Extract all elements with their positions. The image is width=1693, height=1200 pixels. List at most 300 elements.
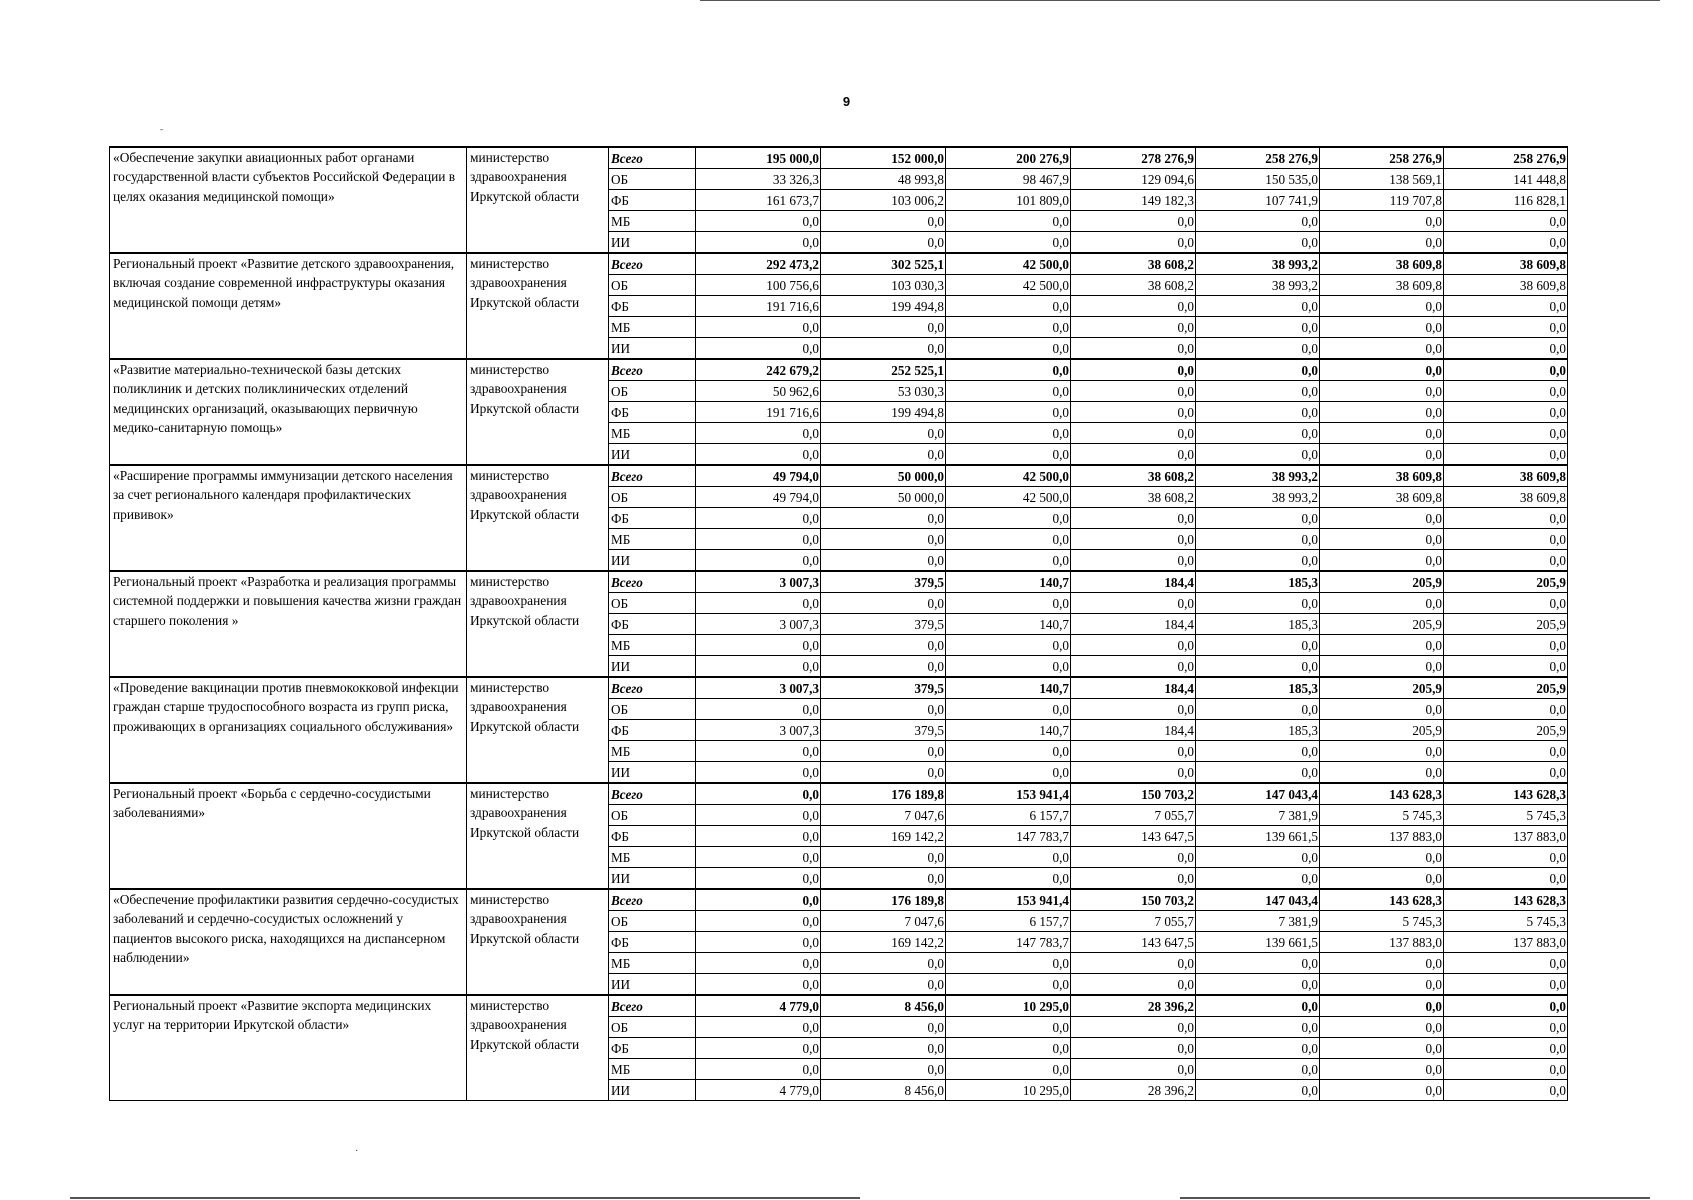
funding-source-cell: МБ — [609, 847, 696, 868]
amount-cell: 0,0 — [946, 656, 1071, 678]
amount-cell: 38 993,2 — [1196, 275, 1320, 296]
amount-cell: 0,0 — [696, 783, 821, 805]
amount-cell: 0,0 — [1444, 211, 1568, 232]
amount-cell: 140,7 — [946, 614, 1071, 635]
amount-cell: 0,0 — [946, 868, 1071, 890]
measure-name-cell: Региональный проект «Разработка и реализация программы системной поддержки и повышения качества жизни граждан старшего поколения » — [110, 571, 467, 677]
amount-cell: 0,0 — [1071, 847, 1196, 868]
amount-cell: 379,5 — [821, 677, 946, 699]
amount-cell: 0,0 — [1071, 381, 1196, 402]
amount-cell: 38 608,2 — [1071, 465, 1196, 487]
amount-cell: 107 741,9 — [1196, 190, 1320, 211]
amount-cell: 0,0 — [821, 423, 946, 444]
amount-cell: 0,0 — [946, 423, 1071, 444]
amount-cell: 38 609,8 — [1320, 465, 1444, 487]
amount-cell: 0,0 — [1444, 635, 1568, 656]
amount-cell: 0,0 — [696, 826, 821, 847]
funding-source-cell: ИИ — [609, 338, 696, 360]
table-row-total — [110, 147, 1568, 169]
funding-source-cell: ФБ — [609, 932, 696, 953]
amount-cell: 191 716,6 — [696, 296, 821, 317]
amount-cell: 7 047,6 — [821, 805, 946, 826]
amount-cell: 0,0 — [696, 1017, 821, 1038]
amount-cell: 0,0 — [821, 635, 946, 656]
amount-cell: 10 295,0 — [946, 1080, 1071, 1101]
amount-cell: 150 535,0 — [1196, 169, 1320, 190]
funding-source-cell: ФБ — [609, 296, 696, 317]
funding-source-cell: МБ — [609, 741, 696, 762]
amount-cell: 0,0 — [1444, 423, 1568, 444]
amount-cell: 258 276,9 — [1444, 147, 1568, 169]
amount-cell: 140,7 — [946, 720, 1071, 741]
amount-cell: 0,0 — [1196, 762, 1320, 784]
funding-source-cell: ОБ — [609, 169, 696, 190]
amount-cell: 0,0 — [1320, 699, 1444, 720]
amount-cell: 0,0 — [1444, 508, 1568, 529]
amount-cell: 0,0 — [1196, 444, 1320, 466]
amount-cell: 0,0 — [696, 932, 821, 953]
amount-cell: 199 494,8 — [821, 296, 946, 317]
amount-cell: 0,0 — [946, 953, 1071, 974]
funding-source-cell: МБ — [609, 953, 696, 974]
amount-cell: 0,0 — [946, 296, 1071, 317]
amount-cell: 0,0 — [1071, 359, 1196, 381]
amount-cell: 3 007,3 — [696, 571, 821, 593]
financing-table-body — [110, 147, 1568, 1101]
funding-source-cell: МБ — [609, 423, 696, 444]
amount-cell: 0,0 — [946, 444, 1071, 466]
amount-cell: 0,0 — [1196, 995, 1320, 1017]
amount-cell: 0,0 — [1444, 762, 1568, 784]
amount-cell: 0,0 — [1444, 444, 1568, 466]
amount-cell: 0,0 — [1444, 1017, 1568, 1038]
amount-cell: 0,0 — [946, 381, 1071, 402]
amount-cell: 205,9 — [1444, 677, 1568, 699]
amount-cell: 0,0 — [1071, 402, 1196, 423]
measure-name-cell: «Обеспечение закупки авиационных работ органами государственной власти субъектов Российской Федерации в целях оказания медицинской помощи» — [110, 147, 467, 253]
scan-edge-top-line — [700, 0, 1660, 1]
amount-cell: 0,0 — [1196, 1059, 1320, 1080]
amount-cell: 0,0 — [1320, 762, 1444, 784]
amount-cell: 147 043,4 — [1196, 783, 1320, 805]
amount-cell: 149 182,3 — [1071, 190, 1196, 211]
amount-cell: 0,0 — [946, 699, 1071, 720]
amount-cell: 0,0 — [946, 550, 1071, 572]
funding-source-cell: ИИ — [609, 974, 696, 996]
amount-cell: 0,0 — [696, 762, 821, 784]
amount-cell: 0,0 — [696, 232, 821, 254]
amount-cell: 0,0 — [696, 529, 821, 550]
amount-cell: 0,0 — [1196, 423, 1320, 444]
amount-cell: 379,5 — [821, 720, 946, 741]
amount-cell: 0,0 — [821, 593, 946, 614]
amount-cell: 4 779,0 — [696, 995, 821, 1017]
amount-cell: 28 396,2 — [1071, 995, 1196, 1017]
amount-cell: 0,0 — [821, 211, 946, 232]
amount-cell: 184,4 — [1071, 571, 1196, 593]
amount-cell: 0,0 — [821, 550, 946, 572]
amount-cell: 7 381,9 — [1196, 805, 1320, 826]
amount-cell: 0,0 — [1071, 699, 1196, 720]
amount-cell: 0,0 — [946, 974, 1071, 996]
amount-cell: 42 500,0 — [946, 465, 1071, 487]
amount-cell: 258 276,9 — [1196, 147, 1320, 169]
funding-source-cell: Всего — [609, 783, 696, 805]
funding-source-cell: ФБ — [609, 1038, 696, 1059]
executor-cell: министерство здравоохранения Иркутской области — [467, 889, 609, 995]
amount-cell: 38 993,2 — [1196, 487, 1320, 508]
funding-source-cell: ОБ — [609, 911, 696, 932]
funding-source-cell: Всего — [609, 465, 696, 487]
amount-cell: 0,0 — [696, 868, 821, 890]
funding-source-cell: ИИ — [609, 550, 696, 572]
amount-cell: 0,0 — [1071, 1059, 1196, 1080]
amount-cell: 242 679,2 — [696, 359, 821, 381]
amount-cell: 0,0 — [1071, 423, 1196, 444]
amount-cell: 137 883,0 — [1320, 826, 1444, 847]
funding-source-cell: ОБ — [609, 1017, 696, 1038]
executor-cell: министерство здравоохранения Иркутской области — [467, 147, 609, 253]
amount-cell: 0,0 — [1320, 550, 1444, 572]
amount-cell: 0,0 — [1444, 741, 1568, 762]
measure-name-cell: «Развитие материально-технической базы детских поликлиник и детских поликлинических отделений медицинских организаций, оказывающих первичную медико-санитарную помощь» — [110, 359, 467, 465]
funding-source-cell: Всего — [609, 147, 696, 169]
funding-source-cell: МБ — [609, 1059, 696, 1080]
amount-cell: 0,0 — [1320, 593, 1444, 614]
amount-cell: 143 628,3 — [1320, 783, 1444, 805]
amount-cell: 152 000,0 — [821, 147, 946, 169]
amount-cell: 0,0 — [821, 1059, 946, 1080]
funding-source-cell: ФБ — [609, 720, 696, 741]
amount-cell: 0,0 — [946, 402, 1071, 423]
amount-cell: 161 673,7 — [696, 190, 821, 211]
amount-cell: 0,0 — [946, 1059, 1071, 1080]
amount-cell: 150 703,2 — [1071, 783, 1196, 805]
amount-cell: 38 609,8 — [1320, 487, 1444, 508]
amount-cell: 0,0 — [1196, 741, 1320, 762]
amount-cell: 0,0 — [1071, 762, 1196, 784]
amount-cell: 0,0 — [1196, 317, 1320, 338]
amount-cell: 252 525,1 — [821, 359, 946, 381]
funding-source-cell: ФБ — [609, 402, 696, 423]
amount-cell: 0,0 — [696, 656, 821, 678]
amount-cell: 38 609,8 — [1444, 465, 1568, 487]
amount-cell: 0,0 — [1320, 1059, 1444, 1080]
amount-cell: 0,0 — [821, 699, 946, 720]
amount-cell: 0,0 — [821, 508, 946, 529]
amount-cell: 38 608,2 — [1071, 487, 1196, 508]
amount-cell: 0,0 — [1444, 699, 1568, 720]
amount-cell: 0,0 — [1196, 232, 1320, 254]
amount-cell: 0,0 — [1444, 1038, 1568, 1059]
amount-cell: 0,0 — [696, 953, 821, 974]
amount-cell: 0,0 — [1444, 974, 1568, 996]
amount-cell: 169 142,2 — [821, 932, 946, 953]
funding-source-cell: ИИ — [609, 762, 696, 784]
amount-cell: 205,9 — [1444, 720, 1568, 741]
amount-cell: 0,0 — [1444, 402, 1568, 423]
amount-cell: 0,0 — [1320, 444, 1444, 466]
amount-cell: 38 609,8 — [1444, 487, 1568, 508]
amount-cell: 205,9 — [1444, 571, 1568, 593]
table-row-total — [110, 995, 1568, 1017]
amount-cell: 137 883,0 — [1320, 932, 1444, 953]
amount-cell: 278 276,9 — [1071, 147, 1196, 169]
amount-cell: 0,0 — [1196, 1080, 1320, 1101]
table-row-total — [110, 783, 1568, 805]
amount-cell: 379,5 — [821, 614, 946, 635]
amount-cell: 3 007,3 — [696, 720, 821, 741]
amount-cell: 137 883,0 — [1444, 932, 1568, 953]
amount-cell: 38 993,2 — [1196, 253, 1320, 275]
amount-cell: 195 000,0 — [696, 147, 821, 169]
amount-cell: 0,0 — [821, 974, 946, 996]
executor-cell: министерство здравоохранения Иркутской области — [467, 677, 609, 783]
amount-cell: 176 189,8 — [821, 783, 946, 805]
amount-cell: 185,3 — [1196, 720, 1320, 741]
amount-cell: 33 326,3 — [696, 169, 821, 190]
amount-cell: 0,0 — [1320, 1017, 1444, 1038]
amount-cell: 185,3 — [1196, 614, 1320, 635]
amount-cell: 0,0 — [1196, 1038, 1320, 1059]
amount-cell: 0,0 — [1320, 232, 1444, 254]
executor-cell: министерство здравоохранения Иркутской области — [467, 571, 609, 677]
amount-cell: 140,7 — [946, 571, 1071, 593]
amount-cell: 0,0 — [1196, 402, 1320, 423]
amount-cell: 0,0 — [1071, 444, 1196, 466]
amount-cell: 184,4 — [1071, 614, 1196, 635]
amount-cell: 6 157,7 — [946, 805, 1071, 826]
table-row-total — [110, 889, 1568, 911]
amount-cell: 0,0 — [946, 359, 1071, 381]
table-row-total — [110, 359, 1568, 381]
amount-cell: 0,0 — [1320, 635, 1444, 656]
amount-cell: 4 779,0 — [696, 1080, 821, 1101]
amount-cell: 0,0 — [1444, 381, 1568, 402]
amount-cell: 7 381,9 — [1196, 911, 1320, 932]
amount-cell: 0,0 — [821, 232, 946, 254]
amount-cell: 0,0 — [1196, 508, 1320, 529]
amount-cell: 0,0 — [1196, 953, 1320, 974]
amount-cell: 0,0 — [1444, 359, 1568, 381]
funding-source-cell: ФБ — [609, 826, 696, 847]
amount-cell: 205,9 — [1320, 614, 1444, 635]
amount-cell: 0,0 — [821, 338, 946, 360]
amount-cell: 200 276,9 — [946, 147, 1071, 169]
amount-cell: 0,0 — [696, 911, 821, 932]
amount-cell: 0,0 — [1320, 995, 1444, 1017]
amount-cell: 0,0 — [1071, 296, 1196, 317]
amount-cell: 143 647,5 — [1071, 826, 1196, 847]
amount-cell: 0,0 — [1320, 974, 1444, 996]
amount-cell: 0,0 — [1071, 593, 1196, 614]
amount-cell: 0,0 — [821, 317, 946, 338]
amount-cell: 205,9 — [1444, 614, 1568, 635]
amount-cell: 38 609,8 — [1320, 275, 1444, 296]
amount-cell: 0,0 — [1320, 741, 1444, 762]
amount-cell: 0,0 — [946, 741, 1071, 762]
funding-source-cell: Всего — [609, 253, 696, 275]
measure-name-cell: Региональный проект «Борьба с сердечно-сосудистыми заболеваниями» — [110, 783, 467, 889]
amount-cell: 292 473,2 — [696, 253, 821, 275]
funding-source-cell: ИИ — [609, 656, 696, 678]
amount-cell: 0,0 — [1196, 974, 1320, 996]
amount-cell: 38 608,2 — [1071, 275, 1196, 296]
amount-cell: 143 647,5 — [1071, 932, 1196, 953]
amount-cell: 138 569,1 — [1320, 169, 1444, 190]
funding-source-cell: ОБ — [609, 699, 696, 720]
measure-name-cell: «Расширение программы иммунизации детского населения за счет регионального календаря профилактических прививок» — [110, 465, 467, 571]
funding-source-cell: МБ — [609, 635, 696, 656]
amount-cell: 147 043,4 — [1196, 889, 1320, 911]
amount-cell: 0,0 — [1320, 381, 1444, 402]
amount-cell: 0,0 — [946, 529, 1071, 550]
amount-cell: 50 000,0 — [821, 487, 946, 508]
scan-edge-bottom-line-right — [1180, 1197, 1650, 1199]
amount-cell: 0,0 — [1196, 656, 1320, 678]
amount-cell: 139 661,5 — [1196, 932, 1320, 953]
amount-cell: 137 883,0 — [1444, 826, 1568, 847]
amount-cell: 0,0 — [821, 1017, 946, 1038]
amount-cell: 184,4 — [1071, 677, 1196, 699]
amount-cell: 3 007,3 — [696, 677, 821, 699]
amount-cell: 98 467,9 — [946, 169, 1071, 190]
amount-cell: 0,0 — [1444, 656, 1568, 678]
amount-cell: 185,3 — [1196, 677, 1320, 699]
amount-cell: 0,0 — [1444, 1080, 1568, 1101]
amount-cell: 38 993,2 — [1196, 465, 1320, 487]
executor-cell: министерство здравоохранения Иркутской области — [467, 783, 609, 889]
amount-cell: 0,0 — [1444, 953, 1568, 974]
amount-cell: 0,0 — [1444, 317, 1568, 338]
amount-cell: 5 745,3 — [1444, 911, 1568, 932]
amount-cell: 0,0 — [696, 1038, 821, 1059]
amount-cell: 0,0 — [1320, 529, 1444, 550]
funding-source-cell: Всего — [609, 995, 696, 1017]
amount-cell: 50 962,6 — [696, 381, 821, 402]
amount-cell: 38 609,8 — [1444, 275, 1568, 296]
amount-cell: 0,0 — [1196, 847, 1320, 868]
amount-cell: 6 157,7 — [946, 911, 1071, 932]
amount-cell: 0,0 — [1320, 508, 1444, 529]
amount-cell: 0,0 — [946, 1017, 1071, 1038]
amount-cell: 119 707,8 — [1320, 190, 1444, 211]
amount-cell: 38 609,8 — [1444, 253, 1568, 275]
funding-source-cell: Всего — [609, 571, 696, 593]
amount-cell: 0,0 — [1196, 296, 1320, 317]
amount-cell: 0,0 — [821, 656, 946, 678]
amount-cell: 0,0 — [946, 847, 1071, 868]
amount-cell: 0,0 — [1320, 1080, 1444, 1101]
amount-cell: 0,0 — [821, 953, 946, 974]
amount-cell: 0,0 — [1196, 338, 1320, 360]
funding-source-cell: ОБ — [609, 805, 696, 826]
amount-cell: 143 628,3 — [1444, 889, 1568, 911]
amount-cell: 53 030,3 — [821, 381, 946, 402]
amount-cell: 140,7 — [946, 677, 1071, 699]
funding-source-cell: МБ — [609, 211, 696, 232]
amount-cell: 379,5 — [821, 571, 946, 593]
funding-source-cell: ФБ — [609, 614, 696, 635]
amount-cell: 50 000,0 — [821, 465, 946, 487]
funding-source-cell: ИИ — [609, 868, 696, 890]
amount-cell: 0,0 — [1071, 974, 1196, 996]
amount-cell: 0,0 — [1071, 1017, 1196, 1038]
amount-cell: 0,0 — [1071, 635, 1196, 656]
amount-cell: 0,0 — [696, 741, 821, 762]
stray-mark: ˉ — [160, 128, 164, 139]
amount-cell: 0,0 — [1320, 402, 1444, 423]
amount-cell: 0,0 — [946, 317, 1071, 338]
amount-cell: 10 295,0 — [946, 995, 1071, 1017]
amount-cell: 0,0 — [696, 508, 821, 529]
amount-cell: 0,0 — [1196, 868, 1320, 890]
amount-cell: 0,0 — [696, 805, 821, 826]
amount-cell: 5 745,3 — [1444, 805, 1568, 826]
amount-cell: 139 661,5 — [1196, 826, 1320, 847]
amount-cell: 205,9 — [1320, 571, 1444, 593]
table-row-total — [110, 677, 1568, 699]
financing-table — [109, 146, 1568, 1101]
amount-cell: 0,0 — [1071, 232, 1196, 254]
amount-cell: 0,0 — [696, 593, 821, 614]
amount-cell: 0,0 — [1320, 317, 1444, 338]
scan-edge-bottom-line-left — [70, 1197, 860, 1199]
funding-source-cell: ФБ — [609, 190, 696, 211]
amount-cell: 7 055,7 — [1071, 805, 1196, 826]
amount-cell: 0,0 — [946, 1038, 1071, 1059]
amount-cell: 0,0 — [1444, 550, 1568, 572]
amount-cell: 0,0 — [946, 593, 1071, 614]
table-row-total — [110, 253, 1568, 275]
amount-cell: 0,0 — [821, 847, 946, 868]
amount-cell: 0,0 — [1320, 868, 1444, 890]
funding-source-cell: ОБ — [609, 381, 696, 402]
measure-name-cell: Региональный проект «Развитие экспорта медицинских услуг на территории Иркутской области» — [110, 995, 467, 1101]
amount-cell: 0,0 — [696, 550, 821, 572]
amount-cell: 0,0 — [1071, 529, 1196, 550]
amount-cell: 0,0 — [821, 529, 946, 550]
amount-cell: 176 189,8 — [821, 889, 946, 911]
amount-cell: 0,0 — [1196, 699, 1320, 720]
amount-cell: 302 525,1 — [821, 253, 946, 275]
amount-cell: 0,0 — [821, 741, 946, 762]
amount-cell: 0,0 — [1320, 953, 1444, 974]
funding-source-cell: ФБ — [609, 508, 696, 529]
amount-cell: 101 809,0 — [946, 190, 1071, 211]
amount-cell: 0,0 — [1320, 656, 1444, 678]
amount-cell: 0,0 — [1071, 741, 1196, 762]
page-number: 9 — [842, 94, 851, 109]
measure-name-cell: «Обеспечение профилактики развития сердечно-сосудистых заболеваний и сердечно-сосудистых осложнений у пациентов высокого риска, находящихся на диспансерном наблюдении» — [110, 889, 467, 995]
amount-cell: 150 703,2 — [1071, 889, 1196, 911]
amount-cell: 0,0 — [1071, 868, 1196, 890]
funding-source-cell: ОБ — [609, 593, 696, 614]
executor-cell: министерство здравоохранения Иркутской области — [467, 995, 609, 1101]
amount-cell: 185,3 — [1196, 571, 1320, 593]
executor-cell: министерство здравоохранения Иркутской области — [467, 253, 609, 359]
amount-cell: 0,0 — [1444, 995, 1568, 1017]
amount-cell: 42 500,0 — [946, 253, 1071, 275]
amount-cell: 205,9 — [1320, 677, 1444, 699]
amount-cell: 0,0 — [946, 211, 1071, 232]
amount-cell: 0,0 — [1071, 953, 1196, 974]
amount-cell: 42 500,0 — [946, 275, 1071, 296]
amount-cell: 0,0 — [1196, 593, 1320, 614]
amount-cell: 0,0 — [696, 974, 821, 996]
amount-cell: 0,0 — [1444, 593, 1568, 614]
funding-source-cell: ОБ — [609, 487, 696, 508]
